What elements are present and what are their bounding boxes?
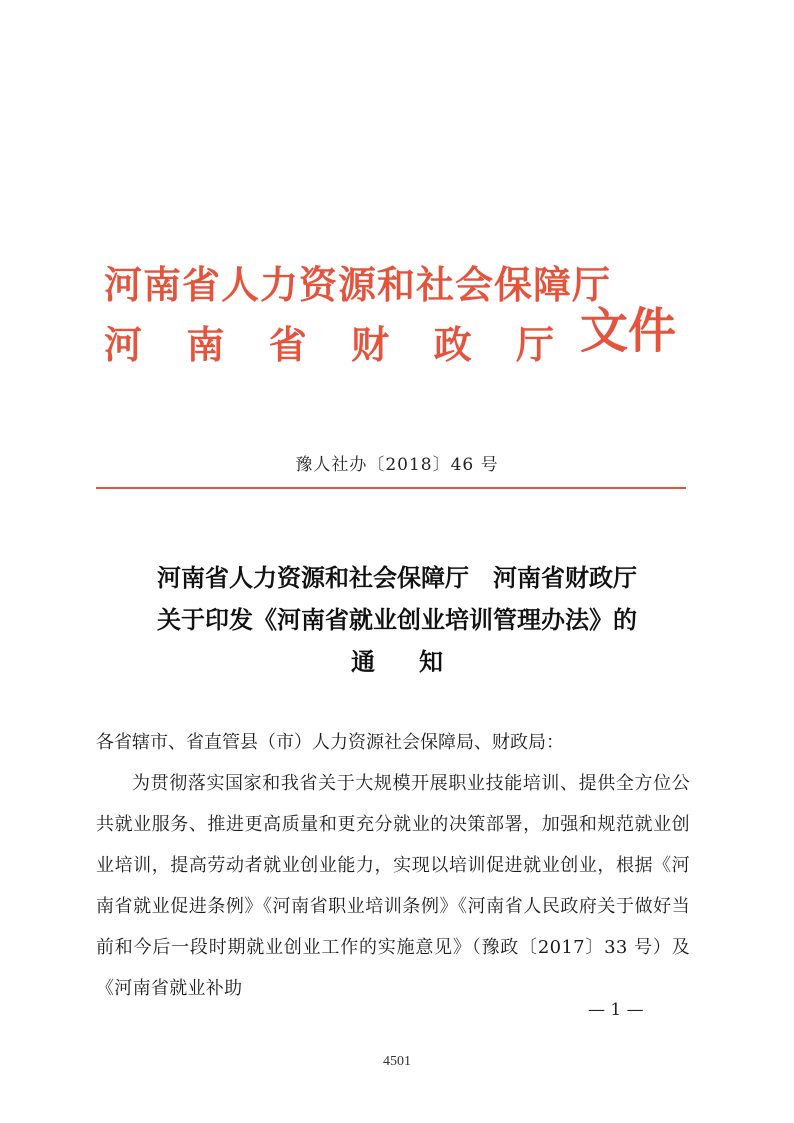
page-number: — 1 —: [588, 1000, 644, 1020]
issuer-name-2: [104, 322, 554, 368]
title-line-1: 河南省人力资源和社会保障厅 河南省财政厅: [157, 563, 637, 592]
issuer-name-2-char: 厅: [515, 322, 554, 367]
document-body: [96, 722, 690, 1009]
issuer-name-2-char: 河: [104, 322, 143, 367]
addressee-line: 各省辖市、省直管县（市）人力资源社会保障局、财政局：: [96, 732, 564, 753]
document-type-label: 文件: [580, 303, 677, 359]
issuer-name-1: 河南省人力资源和社会保障厅: [104, 262, 612, 307]
title-line-2: 关于印发《河南省就业创业培训管理办法》的: [157, 605, 637, 634]
issuer-name-2-char: 南: [186, 322, 225, 367]
body-paragraph: 为贯彻落实国家和我省关于大规模开展职业技能培训、提供全方位公共就业服务、推进更高质量和更充分就业的决策部署，加强和规范就业创业培训，提高劳动者就业创业能力，实现以培训促进就业创业，根据《河南省就业促进条例》《河南省职业培训条例》《河南省人民政府关于做好当前和今后一段时期就业创业工作的实施意见》（豫政〔2017〕33 号）及《河南省就业补助: [96, 773, 690, 999]
issuer-name-2-char: 省: [268, 322, 307, 367]
issuer-name-2-char: 财: [351, 322, 390, 367]
document-number: 豫人社办〔2018〕46 号: [295, 455, 499, 475]
document-title: [90, 557, 704, 683]
red-divider-line: [96, 487, 686, 489]
title-line-3: 通知: [351, 647, 487, 676]
archive-number: 4501: [383, 1054, 411, 1069]
issuer-block: [104, 262, 611, 368]
issuer-name-2-char: 政: [433, 322, 472, 367]
